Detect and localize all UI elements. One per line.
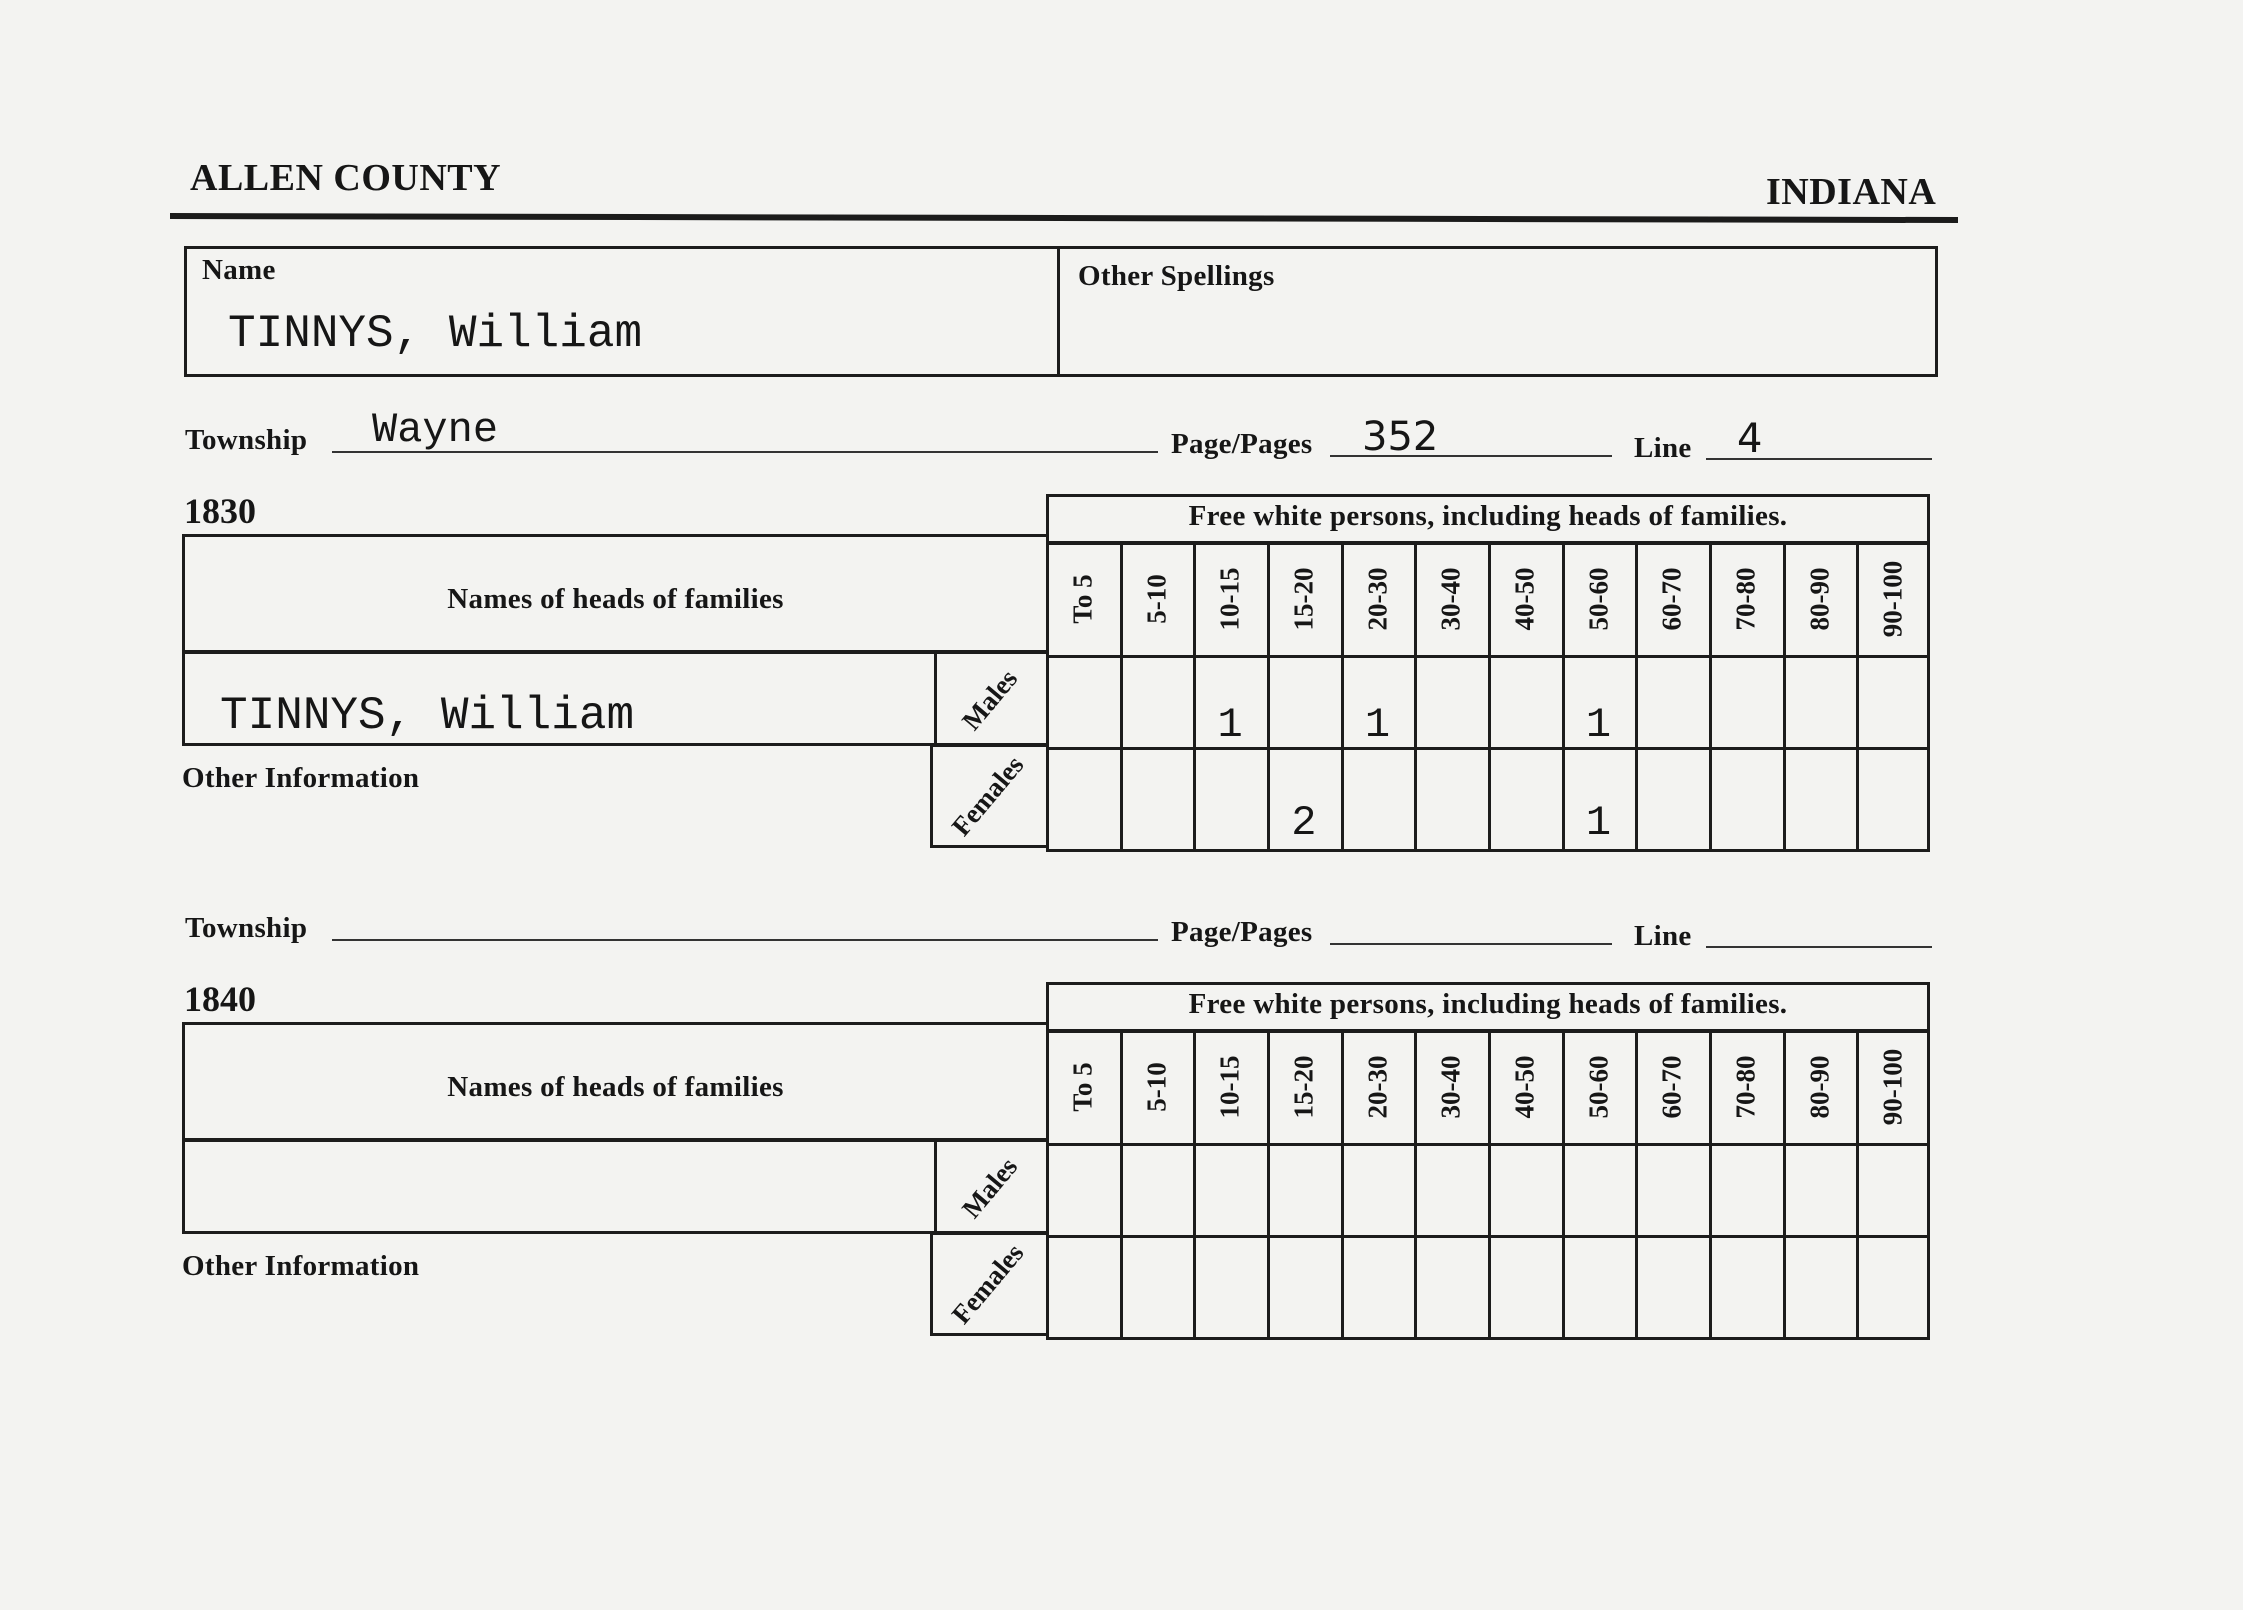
- age-col-header: To 5: [1067, 1061, 1098, 1112]
- name-box-divider: [1057, 246, 1060, 377]
- line-underline: [1706, 458, 1932, 460]
- page-underline: [1330, 943, 1612, 945]
- age-col-header: 5-10: [1141, 573, 1171, 624]
- line-value[interactable]: 4: [1737, 416, 1763, 462]
- males-label: Males: [955, 663, 1024, 736]
- age-grid-col-divider: [1856, 1030, 1859, 1340]
- age-col-header: 30-40: [1435, 567, 1466, 630]
- other-info-label: Other Information: [182, 1250, 420, 1282]
- age-col-header: 50-60: [1583, 567, 1613, 630]
- males-label: Males: [955, 1151, 1024, 1224]
- township-label: Township: [185, 424, 308, 456]
- age-col-header: 80-90: [1804, 1055, 1834, 1118]
- age-grid-col-divider: [1414, 542, 1417, 852]
- head-name-box: [182, 1139, 937, 1234]
- females-count-cell[interactable]: 2: [1291, 799, 1317, 847]
- other-spellings-label: Other Spellings: [1078, 260, 1275, 292]
- line-label: Line: [1634, 920, 1692, 952]
- females-label: Females: [945, 1237, 1030, 1330]
- age-grid-col-divider: [1267, 1030, 1270, 1340]
- census-year: 1840: [184, 979, 256, 1019]
- age-col-header: 60-70: [1656, 1055, 1687, 1118]
- age-col-header: 40-50: [1509, 1055, 1540, 1118]
- age-col-header: To 5: [1067, 573, 1098, 624]
- age-col-header: 30-40: [1435, 1055, 1466, 1118]
- age-col-header: 90-100: [1877, 560, 1908, 637]
- head-name-value[interactable]: TINNYS, William: [220, 690, 635, 742]
- page-value[interactable]: 352: [1362, 414, 1439, 460]
- age-grid-col-divider: [1120, 1030, 1123, 1340]
- age-grid-col-divider: [1562, 1030, 1565, 1340]
- group-header: Free white persons, including heads of families.: [1188, 500, 1788, 532]
- township-underline: [332, 939, 1158, 941]
- age-grid-col-divider: [1341, 542, 1344, 852]
- age-col-header: 50-60: [1583, 1055, 1613, 1118]
- age-grid-col-divider: [1341, 1030, 1344, 1340]
- males-count-cell[interactable]: 1: [1585, 701, 1612, 749]
- page-label: Page/Pages: [1171, 916, 1313, 948]
- age-grid-col-divider: [1635, 1030, 1638, 1340]
- other-info-label: Other Information: [182, 762, 420, 794]
- township-label: Township: [185, 912, 308, 944]
- page-underline: [1330, 455, 1612, 457]
- age-col-header: 15-20: [1288, 567, 1319, 630]
- names-header: Names of heads of families: [447, 583, 784, 615]
- age-grid-col-divider: [1488, 1030, 1491, 1340]
- age-col-header: 10-15: [1214, 567, 1245, 630]
- age-grid-col-divider: [1488, 542, 1491, 852]
- age-col-header: 70-80: [1730, 567, 1761, 630]
- age-grid-col-divider: [1709, 542, 1712, 852]
- age-col-header: 60-70: [1656, 567, 1687, 630]
- age-col-header: 20-30: [1362, 567, 1392, 630]
- age-col-header: 10-15: [1214, 1055, 1245, 1118]
- age-grid-col-divider: [1635, 542, 1638, 852]
- age-grid-col-divider: [1193, 1030, 1196, 1340]
- age-col-header: 70-80: [1730, 1055, 1761, 1118]
- name-value[interactable]: TINNYS, William: [228, 308, 643, 360]
- name-label: Name: [202, 254, 276, 286]
- line-underline: [1706, 946, 1932, 948]
- age-grid-col-divider: [1783, 542, 1786, 852]
- age-grid-col-divider: [1120, 542, 1123, 852]
- names-header: Names of heads of families: [447, 1071, 784, 1103]
- age-col-header: 15-20: [1288, 1055, 1319, 1118]
- page-label: Page/Pages: [1171, 428, 1313, 460]
- age-col-header: 90-100: [1877, 1048, 1908, 1125]
- age-grid-col-divider: [1562, 542, 1565, 852]
- census-year: 1830: [184, 491, 256, 531]
- township-value[interactable]: Wayne: [372, 406, 499, 454]
- females-count-cell[interactable]: 1: [1585, 799, 1612, 847]
- age-grid-col-divider: [1267, 542, 1270, 852]
- group-header: Free white persons, including heads of families.: [1188, 988, 1788, 1020]
- age-grid-col-divider: [1193, 542, 1196, 852]
- age-grid-col-divider: [1783, 1030, 1786, 1340]
- header-rule: [170, 213, 1958, 223]
- age-col-header: 40-50: [1509, 567, 1540, 630]
- age-col-header: 5-10: [1141, 1061, 1171, 1112]
- county-title: ALLEN COUNTY: [190, 157, 502, 199]
- age-grid-col-divider: [1856, 542, 1859, 852]
- females-label: Females: [945, 749, 1030, 842]
- age-col-header: 80-90: [1804, 567, 1834, 630]
- line-label: Line: [1634, 432, 1692, 464]
- males-count-cell[interactable]: 1: [1217, 701, 1243, 749]
- age-col-header: 20-30: [1362, 1055, 1392, 1118]
- males-count-cell[interactable]: 1: [1364, 701, 1391, 749]
- township-underline: [332, 451, 1158, 453]
- state-title: INDIANA: [1766, 171, 1937, 213]
- age-grid-col-divider: [1414, 1030, 1417, 1340]
- age-grid-col-divider: [1709, 1030, 1712, 1340]
